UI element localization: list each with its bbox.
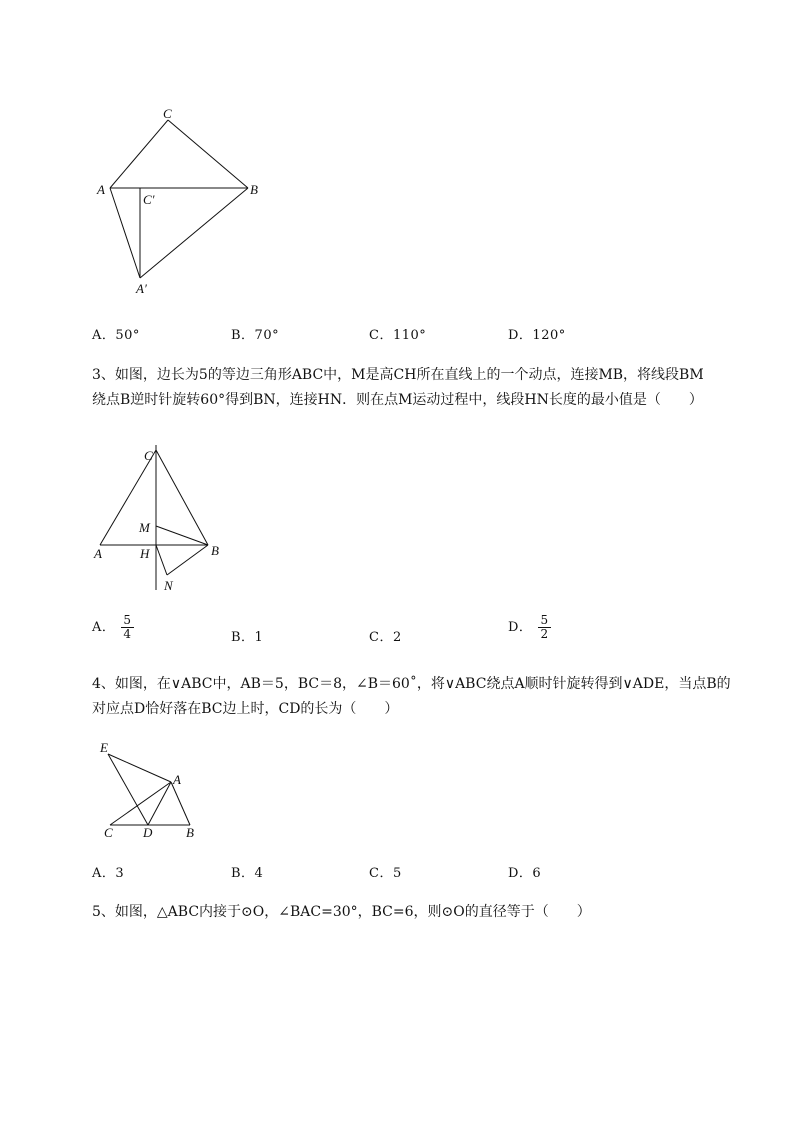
label-a: A <box>94 546 102 561</box>
q4-option-c[interactable]: C．5 <box>369 866 402 881</box>
figure-triangle-rotation <box>90 100 280 304</box>
label-e: E <box>100 740 108 755</box>
figure-rotated-triangle <box>95 740 210 844</box>
label-b: B <box>250 182 258 197</box>
label-c-prime: C′ <box>143 192 155 207</box>
label-a: A <box>97 182 105 197</box>
q4-text-line2: 对应点D恰好落在BC边上时，CD的长为（ ） <box>92 701 399 717</box>
label-c: C <box>104 825 113 840</box>
q4-text-line1: 4、如图，在∨ABC中，AB＝5，BC＝8，∠B＝60˚，将∨ABC绕点A顺时针旋转得到∨ADE，当点B的 <box>92 676 731 692</box>
q3-option-b[interactable]: B．1 <box>231 630 264 645</box>
label-c: C <box>163 106 172 121</box>
q3-text-line2: 绕点B逆时针旋转60°得到BN，连接HN．则在点M运动过程中，线段HN长度的最小值是（ ） <box>92 392 703 408</box>
figure-equilateral-triangle <box>90 440 230 604</box>
fraction-5-4: $\frac{5}{4}$ <box>123 613 132 641</box>
label-n: N <box>164 578 173 593</box>
q3-option-c[interactable]: C．2 <box>369 630 402 645</box>
q5-text: 5、如图，△ABC内接于⊙O，∠BAC=30°，BC=6，则⊙O的直径等于（ ） <box>92 904 591 920</box>
label-a: A <box>173 772 181 787</box>
q2-option-a[interactable]: A．50° <box>92 328 140 343</box>
q4-option-a[interactable]: A．3 <box>92 866 125 881</box>
question-3 <box>92 363 752 413</box>
q3-option-a[interactable]: A． $\frac{5}{4}$ <box>92 613 132 641</box>
label-a-prime: A′ <box>136 281 147 296</box>
q2-option-c[interactable]: C．110° <box>369 328 427 343</box>
q4-option-b[interactable]: B．4 <box>231 866 264 881</box>
label-b: B <box>211 543 219 558</box>
fraction-5-2: $\frac{5}{2}$ <box>540 613 549 641</box>
q2-option-b[interactable]: B．70° <box>231 328 280 343</box>
q3-option-d[interactable]: D． $\frac{5}{2}$ <box>508 613 549 641</box>
label-d: D <box>143 825 153 840</box>
q2-option-d[interactable]: D．120° <box>508 328 566 343</box>
question-5 <box>92 900 752 925</box>
q4-option-d[interactable]: D．6 <box>508 866 542 881</box>
label-c: C <box>144 448 153 463</box>
question-4 <box>92 672 752 722</box>
label-b: B <box>186 825 194 840</box>
q3-text-line1: 3、如图，边长为5的等边三角形ABC中，M是高CH所在直线上的一个动点，连接MB，将线段BM <box>92 367 704 383</box>
label-h: H <box>140 546 150 561</box>
label-m: M <box>139 520 150 535</box>
